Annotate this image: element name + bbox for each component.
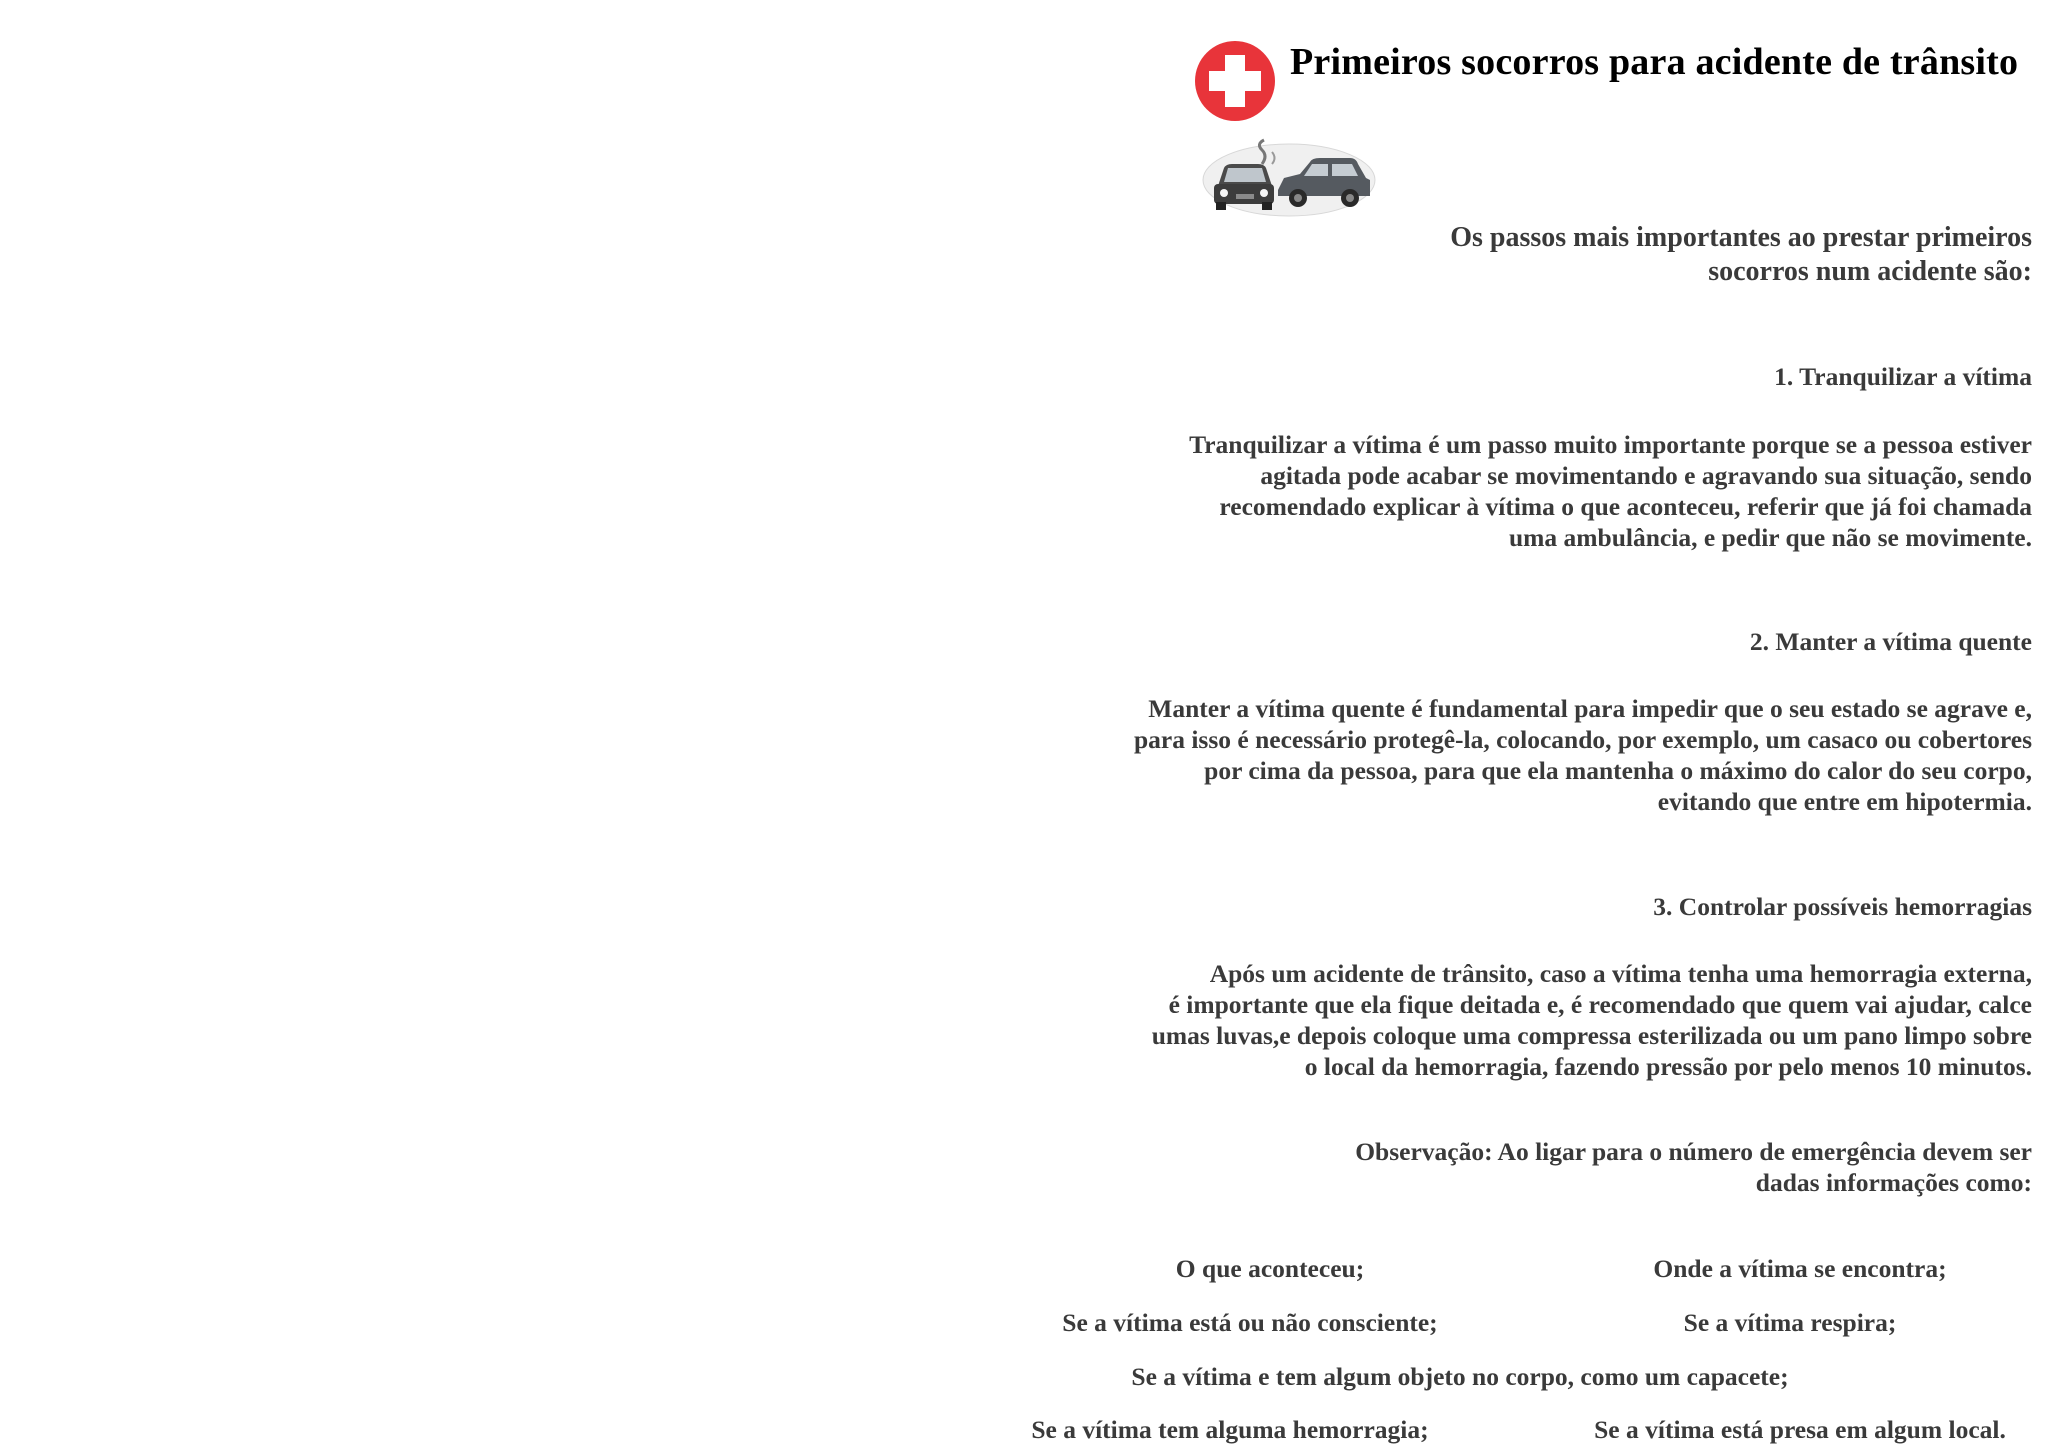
car-accident-icon — [1200, 138, 1378, 218]
observation-note: Observação: Ao ligar para o número de emergência devem ser dadas informações como: — [1355, 1137, 2032, 1197]
info-item-breathing: Se a vítima respira; — [1683, 1308, 1897, 1337]
info-item-object-in-body: Se a vítima e tem algum objeto no corpo, como um capacete; — [1131, 1362, 1789, 1391]
red-cross-icon — [1194, 40, 1276, 122]
intro-text: Os passos mais importantes ao prestar primeiros socorros num acidente são: — [1450, 222, 2032, 287]
info-item-location: Onde a vítima se encontra; — [1653, 1254, 1947, 1283]
step-2-heading: 2. Manter a vítima quente — [1749, 627, 2032, 656]
step-2-body: Manter a vítima quente é fundamental para impedir que o seu estado se agrave e, para isso é necessário protegê-la, colocando, por exemplo, um casaco ou cobertores por cima da pessoa, para que ela mantenha o máximo do calor do seu corpo, evitando que entre em hipotermia. — [1133, 694, 2032, 816]
step-1-body: Tranquilizar a vítima é um passo muito importante porque se a pessoa estiver agitada pode acabar se movimentando e agravando sua situação, sendo recomendado explicar à vítima o que aconteceu, referir que já foi chamada uma ambulância, e pedir que não se movimente. — [1189, 430, 2032, 552]
info-item-trapped: Se a vítima está presa em algum local. — [1594, 1415, 2006, 1444]
step-3-heading: 3. Controlar possíveis hemorragias — [1653, 892, 2032, 921]
step-3-body: Após um acidente de trânsito, caso a vítima tenha uma hemorragia externa, é importante que ela fique deitada e, é recomendado que quem vai ajudar, calce umas luvas,e depois coloque uma compressa esterilizada ou um pano limpo sobre o local da hemorragia, fazendo pressão por pelo menos 10 minutos. — [1151, 959, 2032, 1081]
info-item-conscious: Se a vítima está ou não consciente; — [1062, 1308, 1438, 1337]
page-title: Primeiros socorros para acidente de trânsito — [1290, 41, 2019, 83]
info-item-what-happened: O que aconteceu; — [1175, 1254, 1365, 1283]
step-1-heading: 1. Tranquilizar a vítima — [1774, 362, 2032, 391]
info-item-hemorrhage: Se a vítima tem alguma hemorragia; — [1031, 1415, 1429, 1444]
